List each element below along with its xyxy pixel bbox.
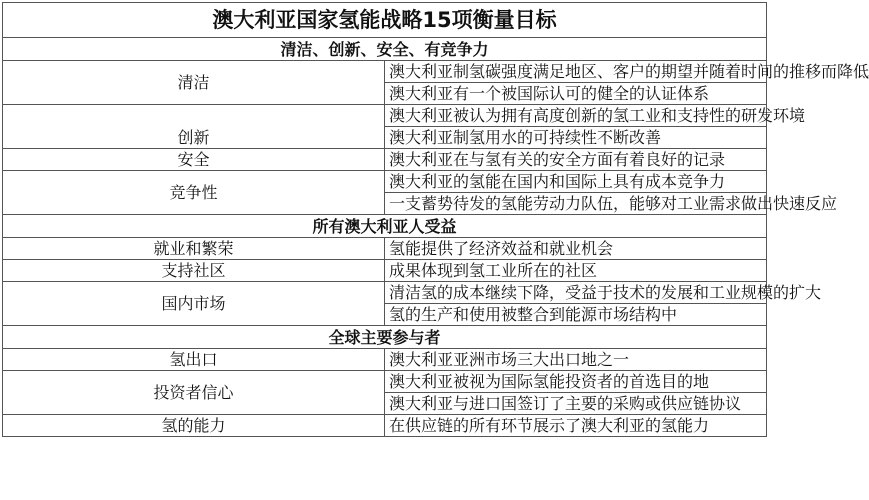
target-row: 一支蓄势待发的氢能劳动力队伍，能够对工业需求做出快速反应	[385, 193, 767, 215]
target-row: 澳大利亚有一个被国际认可的健全的认证体系	[385, 83, 767, 105]
target-row: 氢能提供了经济效益和就业机会	[385, 238, 767, 260]
category-innovation: 创新	[3, 105, 385, 149]
target-row: 澳大利亚与进口国签订了主要的采购或供应链协议	[385, 393, 767, 415]
category-hydrogen-export: 氢出口	[3, 349, 385, 371]
target-row: 澳大利亚亚洲市场三大出口地之一	[385, 349, 767, 371]
target-row: 成果体现到氢工业所在的社区	[385, 260, 767, 282]
category-investor-confidence: 投资者信心	[3, 371, 385, 415]
category-competitiveness: 竞争性	[3, 171, 385, 215]
target-row: 清洁氢的成本继续下降，受益于技术的发展和工业规模的扩大	[385, 282, 767, 304]
category-domestic-market: 国内市场	[3, 282, 385, 326]
target-row: 澳大利亚的氢能在国内和国际上具有成本竞争力	[385, 171, 767, 193]
target-row: 澳大利亚被视为国际氢能投资者的首选目的地	[385, 371, 767, 393]
table-title: 澳大利亚国家氢能战略15项衡量目标	[3, 3, 767, 38]
target-row: 澳大利亚制氢用水的可持续性不断改善	[385, 127, 767, 149]
section-heading-global-player: 全球主要参与者	[3, 326, 767, 349]
target-row: 澳大利亚制氢碳强度满足地区、客户的期望并随着时间的推移而降低	[385, 61, 767, 83]
targets-table	[2, 2, 869, 437]
target-row: 澳大利亚在与氢有关的安全方面有着良好的记录	[385, 149, 767, 171]
section-heading-all-australians-benefit: 所有澳大利亚人受益	[3, 215, 767, 238]
target-row: 澳大利亚被认为拥有高度创新的氢工业和支持性的研发环境	[385, 105, 767, 127]
category-jobs-prosperity: 就业和繁荣	[3, 238, 385, 260]
category-support-communities: 支持社区	[3, 260, 385, 282]
category-safety: 安全	[3, 149, 385, 171]
section-heading-clean-innovative: 清洁、创新、安全、有竞争力	[3, 38, 767, 61]
target-row: 氢的生产和使用被整合到能源市场结构中	[385, 304, 767, 326]
category-clean: 清洁	[3, 61, 385, 105]
target-row: 在供应链的所有环节展示了澳大利亚的氢能力	[385, 415, 767, 437]
category-hydrogen-capability: 氢的能力	[3, 415, 385, 437]
